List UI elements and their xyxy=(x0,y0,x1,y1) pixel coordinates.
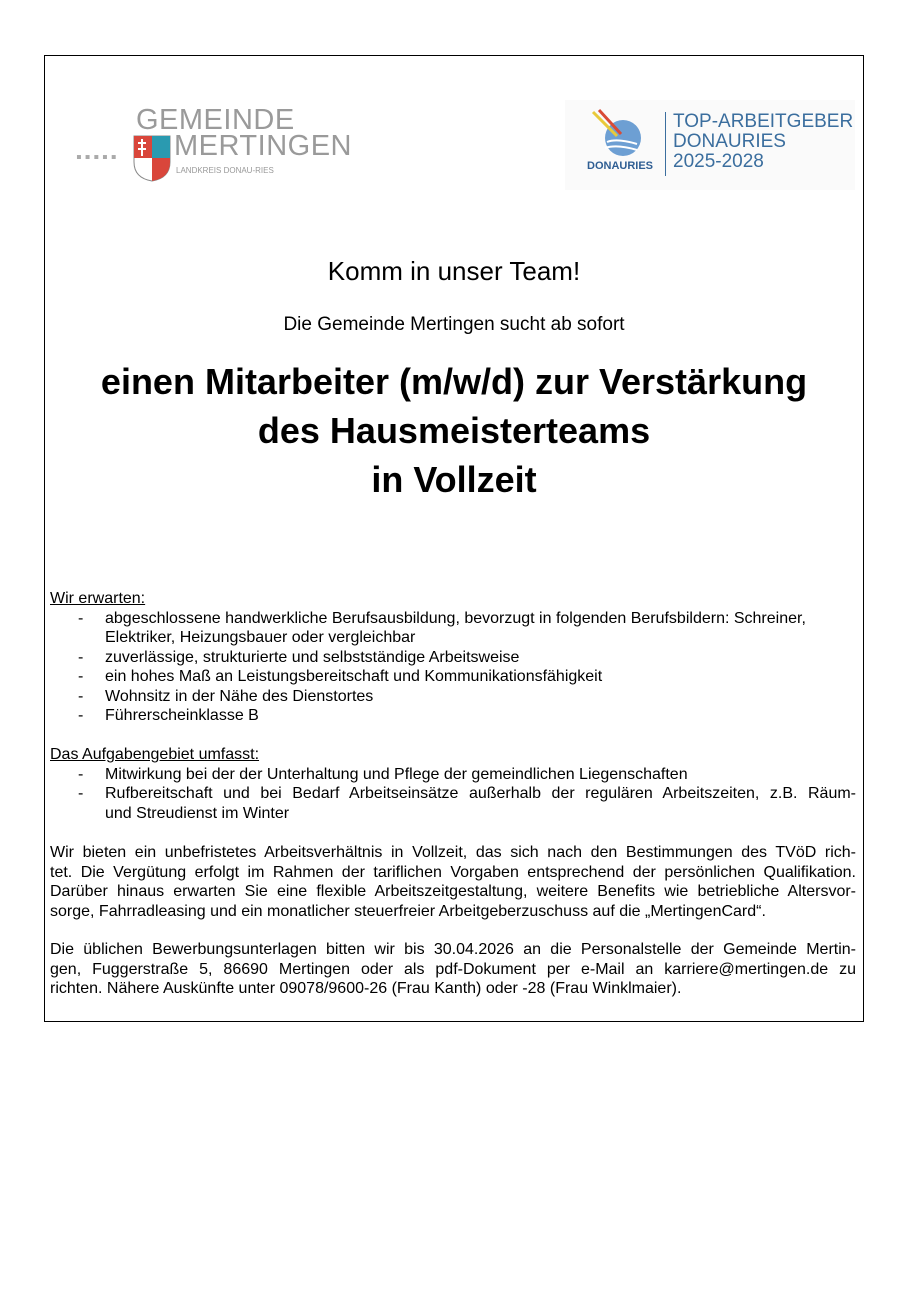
requirements-heading: Wir erwarten: xyxy=(50,590,146,607)
page-title: Komm in unser Team! xyxy=(327,256,581,286)
list-item: - ein hohes Maß an Leistungsbereitschaft und Kommunikationsfähigkeit xyxy=(78,668,603,685)
requirements-section xyxy=(50,589,856,726)
tasks-section xyxy=(50,745,856,823)
list-item: - Mitwirkung bei der der Unterhaltung und Pflege der gemeindlichen Liegenschaften xyxy=(78,765,688,783)
list-item: - zuverlässige, strukturierte und selbstständige Arbeitsweise xyxy=(78,648,520,666)
list-item: - Führerscheinklasse B xyxy=(78,707,259,724)
offer-paragraph: Wir bieten ein unbefristetes Arbeitsverhältnis in Vollzeit, das sich nach den Bestimmungen des TVöD rich- tet. Die Vergütung erfolgt im Rahmen der tariflichen Vorgaben entsprechend der persönlichen Qualifikation. Darüber hinaus erwarten Sie eine flexible Arbeitszeitgestaltung, weitere Benefits wie betriebliche Altersvor- sorge, Fahrradleasing und ein monatlicher steuerfreier Arbeitgeberzuschuss auf die „MertingenCard“. xyxy=(50,844,856,920)
application-paragraph: Die üblichen Bewerbungsunterlagen bitten wir bis 30.04.2026 an die Personalstelle der Gemeinde Mertin- gen, Fuggerstraße 5, 86690 Mertingen oder als pdf-Dokument per e-Mail an karriere@mertingen.de zu richten. Nähere Auskünfte unter 09078/9600-26 (Frau Kanth) oder -28 (Frau Winklmaier). xyxy=(50,941,856,997)
logo-dots: ▪▪▪▪▪ xyxy=(76,149,120,166)
tasks-heading: Das Aufgabengebiet umfasst: xyxy=(50,746,260,763)
gemeinde-mertingen-logo: ▪▪▪▪▪ GEMEINDE MERTINGEN LANDKREIS DONAU-RIES xyxy=(70,100,345,185)
donauries-emblem-icon xyxy=(587,108,647,160)
headline: einen Mitarbeiter (m/w/d) zur Verstärkung des Hausmeisterteams in Vollzeit xyxy=(100,361,808,500)
coat-of-arms-icon xyxy=(132,134,172,182)
list-item: - Rufbereitschaft und bei Bedarf Arbeitseinsätze außerhalb der regulären Arbeitszeiten, z.B. Räum- und Streudienst im Winter xyxy=(78,785,856,822)
list-item: - abgeschlossene handwerkliche Berufsausbildung, bevorzugt in folgenden Berufsbildern: Schreiner, Elektriker, Heizungsbauer oder vergleichbar xyxy=(78,609,806,646)
logo-divider xyxy=(665,112,666,176)
subtitle: Die Gemeinde Mertingen sucht ab sofort xyxy=(283,314,625,335)
list-item: - Wohnsitz in der Nähe des Dienstortes xyxy=(78,687,374,705)
top-arbeitgeber-logo: DONAURIES TOP-ARBEITGEBER DONAURIES 2025-2028 xyxy=(565,100,855,190)
